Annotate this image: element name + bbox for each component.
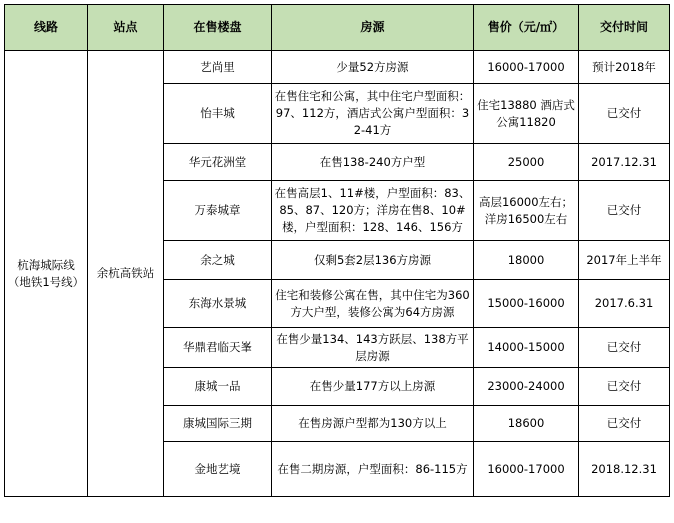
header-delivery: 交付时间 (579, 5, 670, 51)
project-cell: 康城一品 (164, 368, 272, 406)
listings-cell: 在售少量134、143方跃层、138方平层房源 (272, 328, 474, 368)
delivery-cell: 预计2018年 (579, 51, 670, 84)
station-name-cell: 余杭高铁站 (88, 51, 164, 497)
listings-cell: 在售138-240方户型 (272, 144, 474, 181)
project-cell: 金地艺境 (164, 442, 272, 497)
housing-table (4, 4, 670, 497)
price-cell: 25000 (474, 144, 579, 181)
price-cell: 住宅13880 酒店式公寓11820 (474, 84, 579, 144)
header-line: 线路 (5, 5, 88, 51)
header-price: 售价（元/㎡） (474, 5, 579, 51)
project-cell: 余之城 (164, 241, 272, 280)
project-cell: 华鼎君临天峯 (164, 328, 272, 368)
price-cell: 18000 (474, 241, 579, 280)
header-listings: 房源 (272, 5, 474, 51)
table-row (5, 51, 670, 84)
project-cell: 东海水景城 (164, 280, 272, 328)
delivery-cell: 2017.6.31 (579, 280, 670, 328)
price-cell: 18600 (474, 406, 579, 442)
delivery-cell: 已交付 (579, 328, 670, 368)
price-cell: 15000-16000 (474, 280, 579, 328)
header-row (5, 5, 670, 51)
delivery-cell: 已交付 (579, 181, 670, 241)
header-project: 在售楼盘 (164, 5, 272, 51)
project-cell: 华元花洲堂 (164, 144, 272, 181)
project-cell: 康城国际三期 (164, 406, 272, 442)
delivery-cell: 2018.12.31 (579, 442, 670, 497)
page (4, 4, 674, 497)
project-cell: 万泰城章 (164, 181, 272, 241)
delivery-cell: 2017.12.31 (579, 144, 670, 181)
line-name-cell: 杭海城际线（地铁1号线） (5, 51, 88, 497)
listings-cell: 仅剩5套2层136方房源 (272, 241, 474, 280)
listings-cell: 在售住宅和公寓，其中住宅户型面积：97、112方，酒店式公寓户型面积：32-41方 (272, 84, 474, 144)
delivery-cell: 已交付 (579, 406, 670, 442)
price-cell: 16000-17000 (474, 51, 579, 84)
price-cell: 16000-17000 (474, 442, 579, 497)
delivery-cell: 已交付 (579, 368, 670, 406)
listings-cell: 在售高层1、11#楼，户型面积：83、85、87、120方；洋房在售8、10#楼，户型面积：128、146、156方 (272, 181, 474, 241)
listings-cell: 在售房源户型都为130方以上 (272, 406, 474, 442)
listings-cell: 在售二期房源，户型面积：86-115方 (272, 442, 474, 497)
listings-cell: 少量52方房源 (272, 51, 474, 84)
price-cell: 23000-24000 (474, 368, 579, 406)
header-station: 站点 (88, 5, 164, 51)
price-cell: 14000-15000 (474, 328, 579, 368)
project-cell: 艺尚里 (164, 51, 272, 84)
delivery-cell: 已交付 (579, 84, 670, 144)
project-cell: 怡丰城 (164, 84, 272, 144)
delivery-cell: 2017年上半年 (579, 241, 670, 280)
listings-cell: 住宅和装修公寓在售，其中住宅为360方大户型，装修公寓为64方房源 (272, 280, 474, 328)
price-cell: 高层16000左右；洋房16500左右 (474, 181, 579, 241)
listings-cell: 在售少量177方以上房源 (272, 368, 474, 406)
